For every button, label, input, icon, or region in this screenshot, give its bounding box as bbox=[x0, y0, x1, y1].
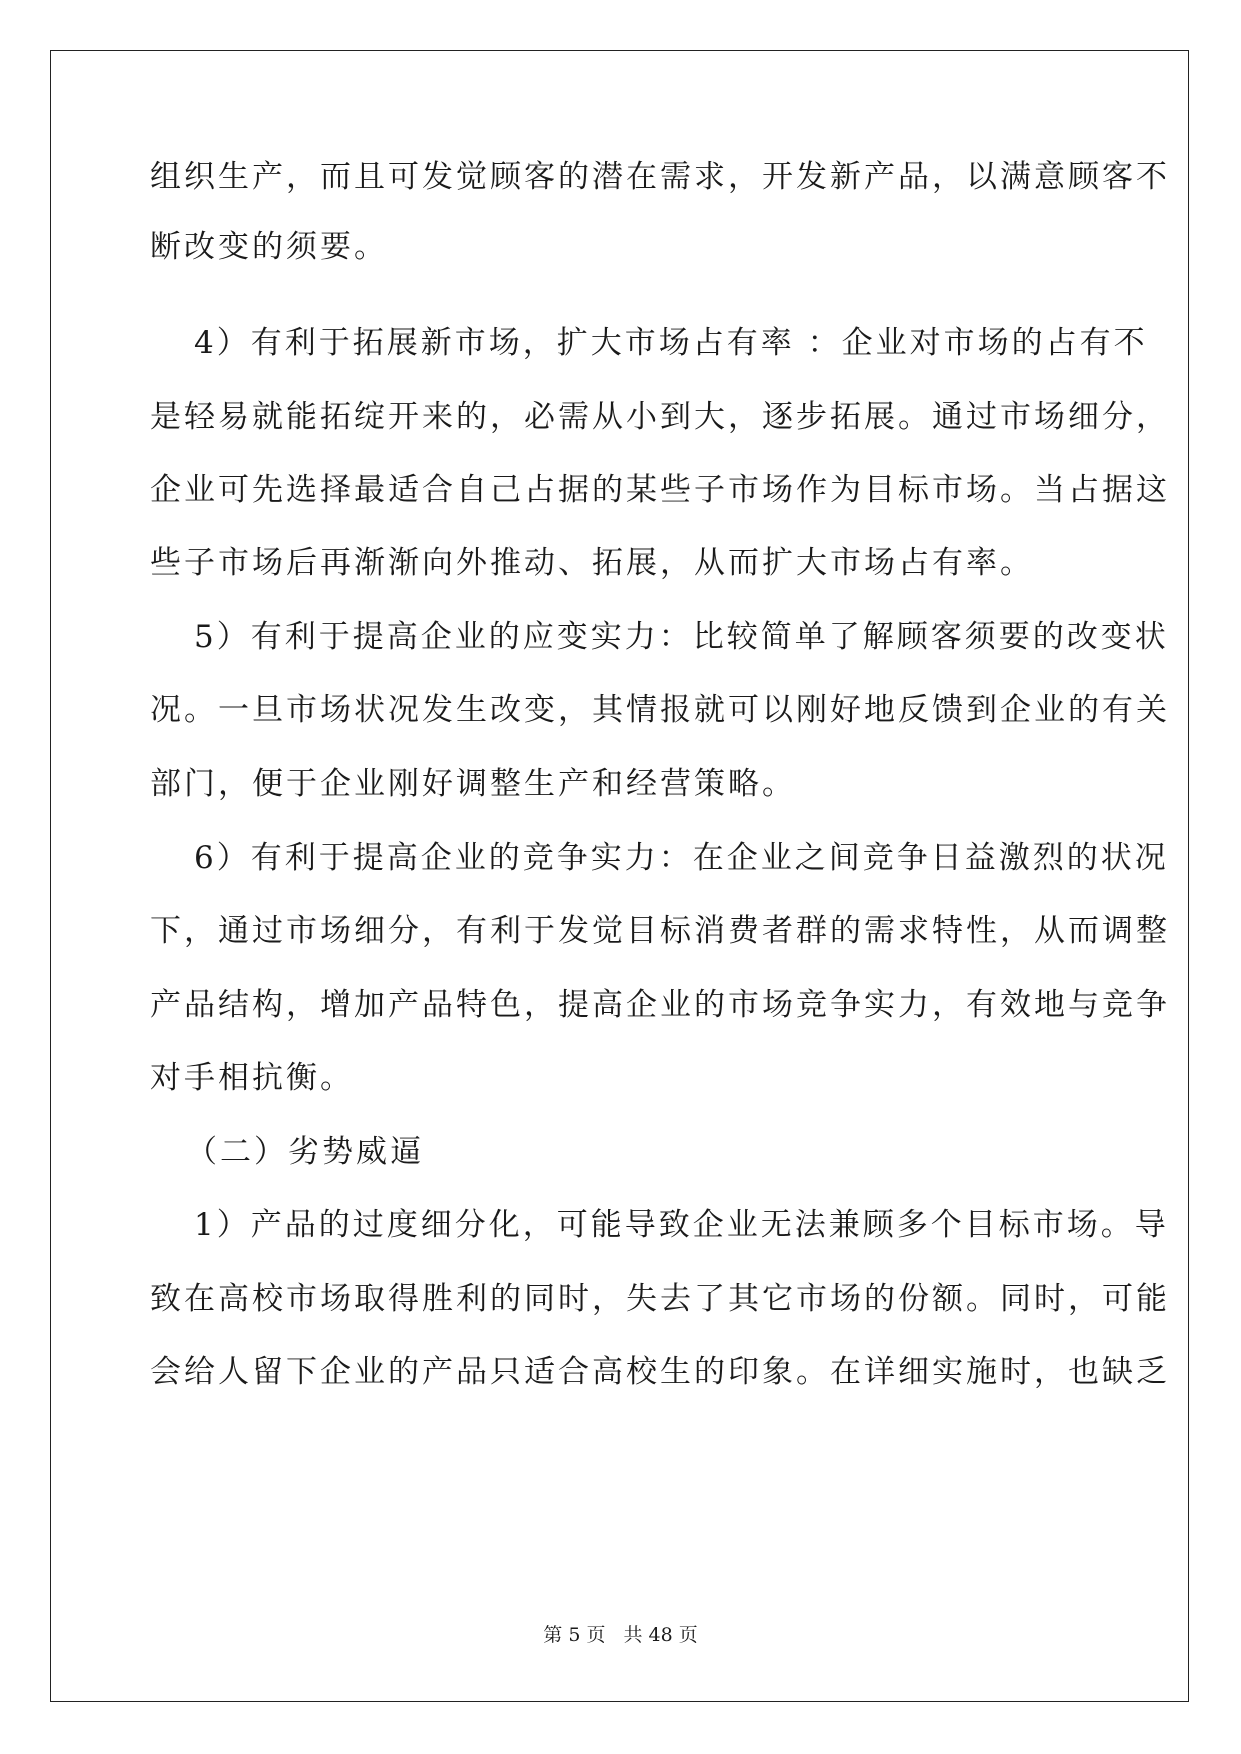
text-line: 企业可先选择最适合自己占据的某些子市场作为目标市场。当占据这 bbox=[150, 472, 1170, 508]
text-line: 断改变的须要。 bbox=[150, 229, 388, 265]
text-line: 6）有利于提高企业的竞争实力：在企业之间竞争日益激烈的状况 bbox=[194, 840, 1169, 876]
text-line: 1）产品的过度细分化，可能导致企业无法兼顾多个目标市场。导 bbox=[194, 1207, 1169, 1243]
text-line: 4）有利于拓展新市场，扩大市场占有率 ：企业对市场的占有不 bbox=[194, 325, 1148, 361]
text-line: 些子市场后再渐渐向外推动、拓展，从而扩大市场占有率。 bbox=[150, 545, 1034, 581]
text-line: 部门，便于企业刚好调整生产和经营策略。 bbox=[150, 766, 796, 802]
text-line: 致在高校市场取得胜利的同时，失去了其它市场的份额。同时，可能 bbox=[150, 1281, 1170, 1317]
text-line: 产品结构，增加产品特色，提高企业的市场竞争实力，有效地与竞争 bbox=[150, 987, 1170, 1023]
text-line: 5）有利于提高企业的应变实力：比较简单了解顾客须要的改变状 bbox=[194, 619, 1169, 655]
page-footer bbox=[0, 1620, 1241, 1647]
text-line: 会给人留下企业的产品只适合高校生的印象。在详细实施时，也缺乏 bbox=[150, 1354, 1170, 1390]
document-body bbox=[150, 158, 1170, 1392]
text-line: 组织生产，而且可发觉顾客的潜在需求，开发新产品，以满意顾客不 bbox=[150, 159, 1170, 195]
text-line: 况。一旦市场状况发生改变，其情报就可以刚好地反馈到企业的有关 bbox=[150, 692, 1170, 728]
page-total: 共 48 页 bbox=[623, 1624, 698, 1646]
text-line: 下，通过市场细分，有利于发觉目标消费者群的需求特性，从而调整 bbox=[150, 913, 1170, 949]
text-line: 是轻易就能拓绽开来的，必需从小到大，逐步拓展。通过市场细分， bbox=[150, 399, 1170, 435]
text-line: 对手相抗衡。 bbox=[150, 1060, 354, 1096]
section-heading: （二）劣势威逼 bbox=[186, 1134, 424, 1170]
page-number: 第 5 页 bbox=[543, 1624, 606, 1646]
